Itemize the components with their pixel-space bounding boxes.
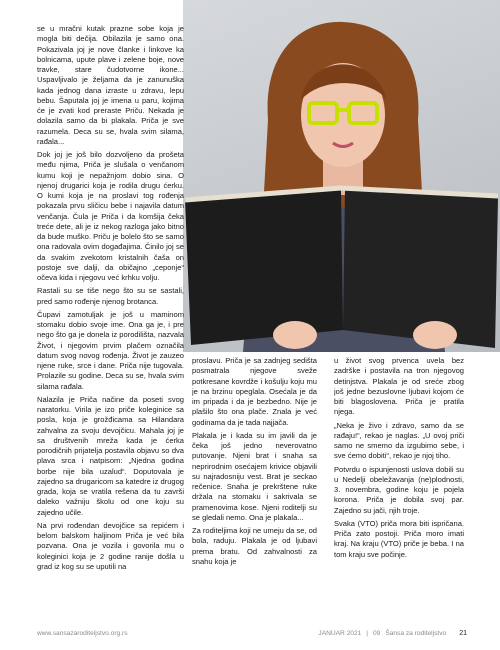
page-footer bbox=[37, 626, 467, 640]
footer-issue-date: JANUAR 2021 bbox=[318, 629, 362, 637]
paragraph: Plakala je i kada su im javili da je čeka još jedno neverovatno putovanje. Njeni brat i snaha sa neprirodnim osećajem krivice objavili su najradosniju vest. Brat je seckao rečenice. Snaha je prekrštene ruke držala na stomaku i sakrivala se pramenovima kose. Njeni roditelji su se gledali nemo. Ona je plakala... bbox=[192, 430, 317, 522]
right-hand-shape bbox=[413, 321, 457, 349]
woman-reading-book-illustration bbox=[183, 0, 500, 352]
paragraph: Čupavi zamotuljak je još u maminom stomaku dobio svoje ime. Ona ga je, i pre nego što ga je donela iz porodilišta, nazvala Život, i njegovim prvim plačem označila datum svog novog rođenja. Život je zauzeo njene ruke, srce i dane. Priča nije tugovala. Prolazile su godine. Deca su se, hvala svim silama rađala. bbox=[37, 309, 184, 391]
paragraph: Na prvi rođendan devojčice sa repićem i belom balskom haljinom Priča je već bila pozvana. Ona je vozila i govorila mu o koleginici koja je 2 godine ranije došla u grad iz kog su se uputili na bbox=[37, 520, 184, 571]
article-column-3 bbox=[334, 356, 464, 626]
paragraph: Svaka (VTO) priča mora biti ispričana. Priča zato postoji. Priča moro imati kraj. Na kraju (VTO) priče je beba. I na tom kraju sve počinje. bbox=[334, 518, 464, 559]
paragraph: Dok joj je još bilo dozvoljeno da prošeta među njima, Priča je slušala o venčanom kumu koji je nepažnjom dobio sina. O njenoj drugarici koja je rodila drugu ćerku. O kumi koja je na proslavi tog rođenja pokazala prvu sličicu bebe i najavila datum venčanja. Čula je Priča i da komšija čeka treće dete, ali je iz nekog razloga jako bitno da bude muško. Priču je bolelo što se samo ona radovala ovim događajima. Činilo joj se da svakim zvekotom kristalnih čaša on postoje sve dalji, da običajno „ceponje“ očeva kida i njegovu već krhku volju. bbox=[37, 150, 184, 282]
hero-photo bbox=[183, 0, 500, 352]
footer-url[interactable]: www.sansazaroditeljstvo.org.rs bbox=[37, 629, 128, 637]
book-cover-shape-right bbox=[343, 190, 498, 348]
paragraph: proslavu. Priča je sa zadnjeg sedišta posmatrala njegove sveže potkresane kovrdže i košulju koju mu je na brzinu opeglala. Osećala je da im pripada i da je bezbedno. Nije je plašilo što ona plače. Znala je već godinama da je tada najjača. bbox=[192, 356, 317, 427]
footer-issue-number: 09 bbox=[373, 629, 381, 637]
footer-separator: | bbox=[366, 629, 369, 637]
paragraph: Nalazila je Priča načine da poseti svog naratorku. Virila je izo priče koleginice sa posla, koja je grožđicama sa Hilandara zahvalna za svoju devojčicu. Mahala joj je sa društvenih mreža kada je ćerka porodičnih prijatelja postavila objavu so dva plava srca i natpisom: „Njedna godina borbe nije bila uzalud“. Doputovala je zajedno sa drugaricom sa katedre iz drugog grada, koja se vratila rešena da tu završi daleko važniju školu od one koju su zajedno učile. bbox=[37, 394, 184, 517]
footer-magazine-name: Šansa za roditeljstvo bbox=[385, 629, 447, 637]
paragraph: Potvrdu o ispunjenosti uslova dobili su u Nedelji obeležavanja (ne)plodnosti, 3. novembra, godine koju je pojela korona. Priča je dobila svoj par. Zajedno su jači, njih troje. bbox=[334, 464, 464, 515]
paragraph: „Neka je živo i zdravo, samo da se rađaju!“, rekao je naglas. „U ovoj priči samo ne smemo da izgubimo sebe, i sve ćemo dobiti“, rekao je njoj tiho. bbox=[334, 420, 464, 461]
footer-issue-info bbox=[318, 630, 467, 637]
paragraph: Za roditeljima koji ne umeju da se, od bola, raduju. Plakala je od ljubavi prema bratu. Od zahvalnosti za snahu koja je bbox=[192, 526, 317, 566]
page-number: 21 bbox=[459, 629, 467, 637]
book-cover-shape bbox=[185, 190, 343, 345]
left-hand-shape bbox=[273, 321, 317, 349]
paragraph: u život svog prvenca uvela bez zadrške i postavila na tron njegovog detinjstva. Plakala je od sreće zbog još jedne bezuslovne ljubavi kojom će biti blagoslovena. Priča je pratila njega. bbox=[334, 356, 464, 417]
paragraph: Rastali su se tiše nego što su se sastali, pred samo rođenje njenog brotanca. bbox=[37, 286, 184, 306]
article-column-1 bbox=[37, 24, 184, 624]
article-column-2 bbox=[192, 356, 317, 626]
paragraph: se u mračni kutak prazne sobe koja je mogla biti dečija. Obilazila je samo ona. Pokazivala joj je nove članke i linkove ka bolnicama, upute plave i zelene boje, nove travke, stare čudotvorne ikone... Uspavljivalo je željama da je zanunuška kada jednog dana izraste u zdravu, lepu bebu. Šaputala joj je imena u paru, kojima će je zvati kod preraste Priču. Nekada je dolazila samo da bi plakala. Priča je sve razumela. Deca su se, hvala svim silama, rađala... bbox=[37, 24, 184, 146]
